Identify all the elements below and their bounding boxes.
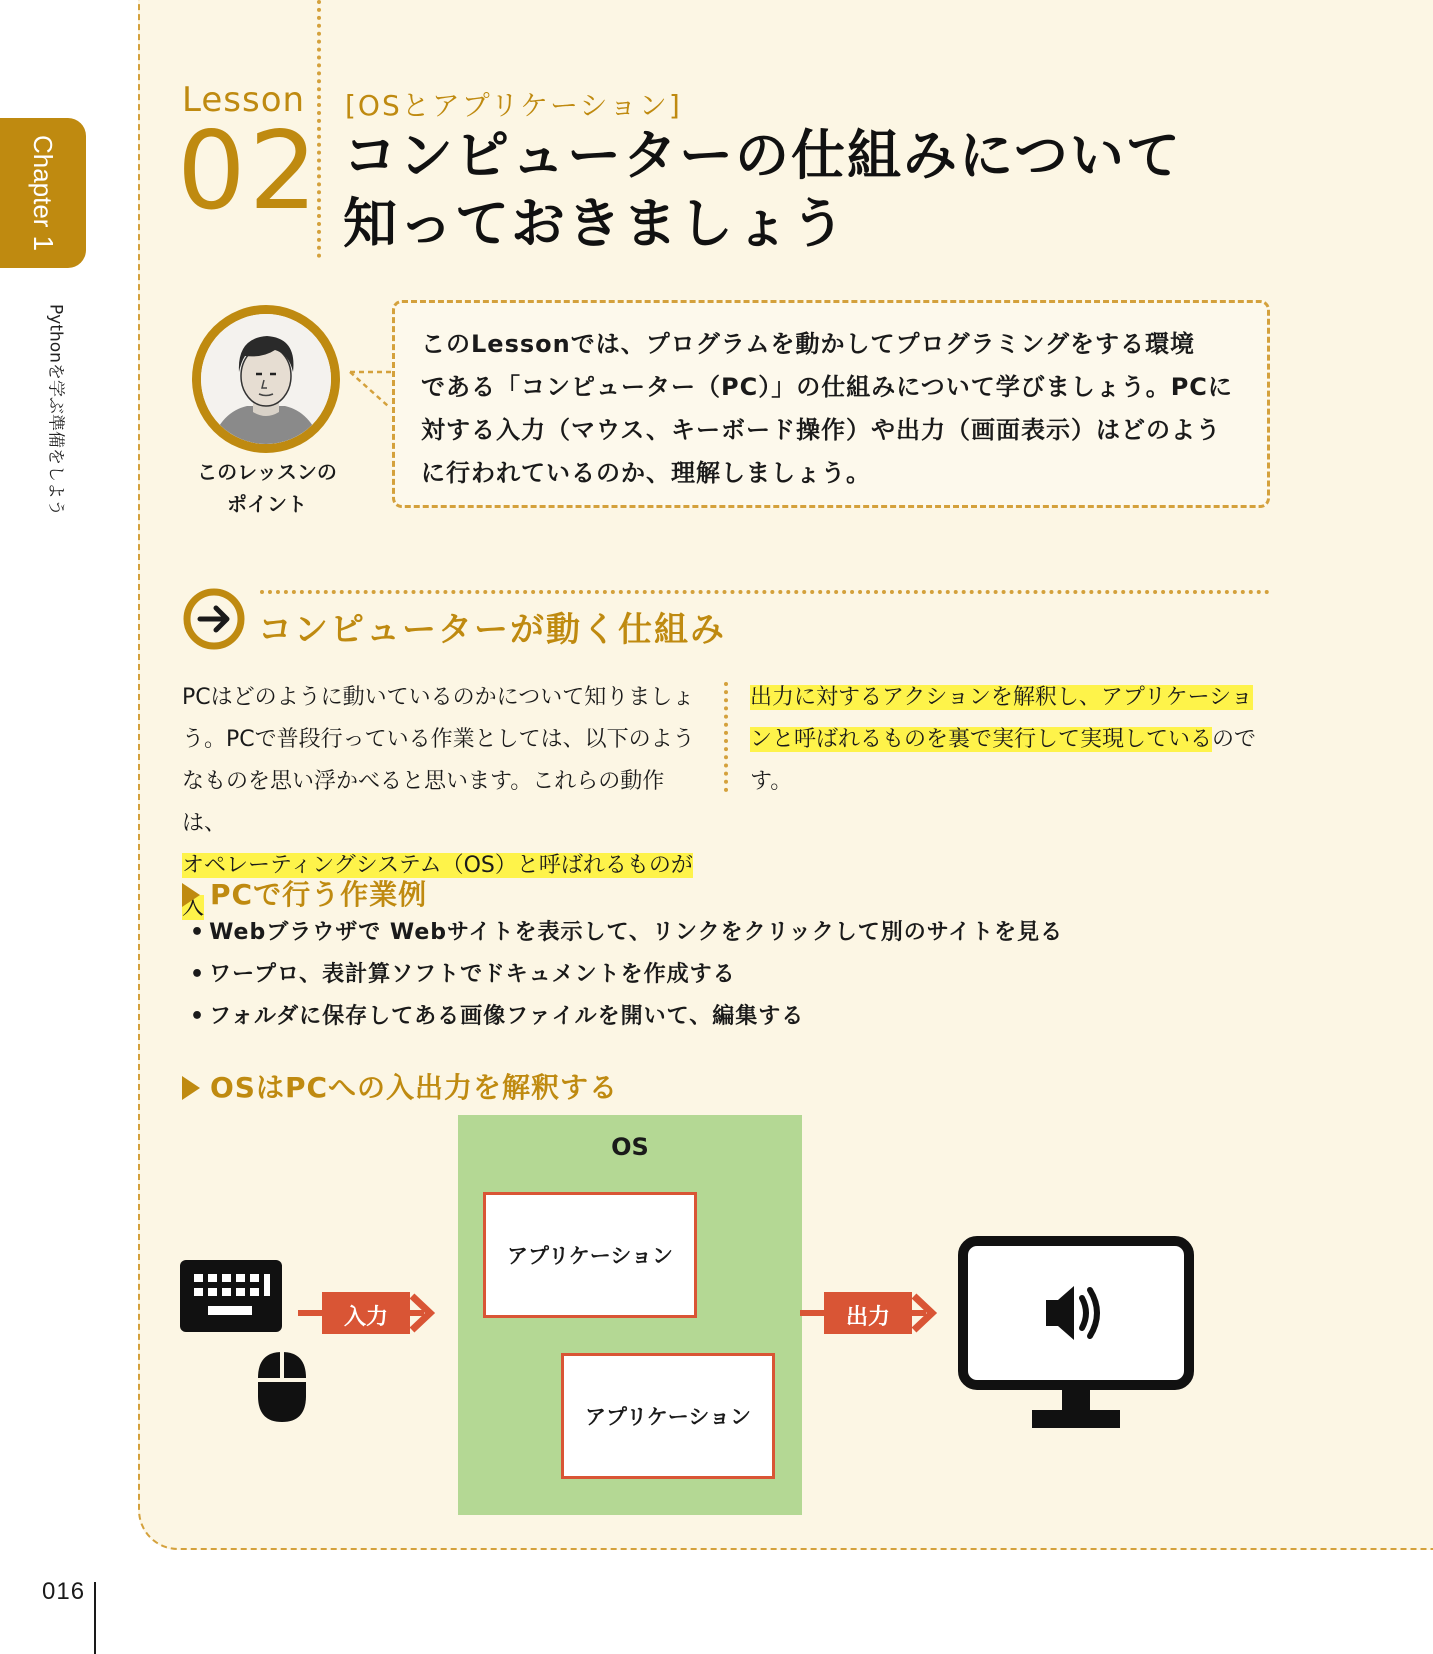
page-number: 016 [42,1578,86,1605]
lesson-point-box [392,300,1270,508]
body-left-highlight: オペレーティングシステム（OS）と呼ばれるものが入 [182,853,693,920]
triangle-bullet-icon [182,883,200,907]
input-label: 入力 [343,1305,388,1330]
point-text-line-3: 対する入力（マウス、キーボード操作）や出力（画面表示）はどのよう [421,416,1221,444]
triangle-bullet-icon [182,1076,200,1100]
keyboard-icon [180,1260,282,1332]
arrow-right-circle-icon [182,587,246,651]
lesson-title-line-2: 知っておきましょう [343,192,847,255]
examples-list [190,912,1063,1038]
examples-heading [182,873,427,913]
chapter-label [27,135,59,251]
body-left-line-3: なものを思い浮かべると思います。これらの動作は、 [182,769,665,836]
point-label-line-1: このレッスンの [197,460,337,484]
body-right-highlight-1: 出力に対するアクションを解釈し、アプリケーショ [750,685,1253,710]
column-divider [724,682,728,792]
application-box-2: アプリケーション [561,1353,775,1479]
diagram-heading [182,1066,618,1106]
list-item: • ワープロ、表計算ソフトでドキュメントを作成する [190,954,1063,996]
lesson-number: 02 [177,109,321,234]
author-portrait [192,305,340,453]
point-label [182,456,352,520]
body-right-highlight-2: ンと呼ばれるものを裏で実行して実現している [750,727,1213,752]
author-portrait-illustration [201,314,331,444]
chapter-label-text: Chapter [28,134,58,228]
lesson-title-line-1: コンピューターの仕組みについて [343,124,1182,187]
lesson-divider [317,0,321,258]
body-left-line-2: う。PCで普段行っている作業としては、以下のよう [182,727,695,752]
speech-connector [348,370,394,410]
list-item: • Webブラウザで Webサイトを表示して、リンクをクリックして別のサイトを見る [190,912,1063,954]
point-text-line-4: に行われているのか、理解しましょう。 [421,459,871,487]
body-left-line-1: PCはどのように動いているのかについて知りましょ [182,685,695,710]
diagram-heading-text: OSはPCへの入出力を解釈する [210,1071,619,1104]
application-box-1: アプリケーション [483,1192,697,1318]
body-column-right [750,677,1275,803]
point-text-line-1: このLessonでは、プログラムを動かしてプログラミングをする環境 [421,330,1195,358]
point-text-line-2: である「コンピューター（PC）」の仕組みについて学びましょう。PCに [421,373,1233,401]
point-label-line-2: ポイント [227,492,307,516]
section-dotted-rule [260,590,1270,594]
lesson-label: Lesson [182,80,306,120]
page-number-rule [94,1582,96,1654]
lesson-category: [OSとアプリケーション] [345,89,682,122]
os-box [458,1115,802,1515]
examples-heading-text: PCで行う作業例 [210,878,428,911]
list-item: • フォルダに保存してある画像ファイルを開いて、編集する [190,996,1063,1038]
book-section-label: Pythonを学ぶ準備をしよう [45,304,66,516]
chapter-number: 1 [28,235,59,252]
monitor-icon [958,1236,1194,1430]
section-title: コンピューターが動く仕組み [258,610,726,650]
output-label: 出力 [845,1305,890,1330]
lesson-title [343,122,1182,258]
os-label: OS [611,1133,649,1161]
body-right-tail: ので [1212,727,1257,752]
mouse-icon [255,1350,309,1424]
body-right-last: す。 [750,769,793,794]
